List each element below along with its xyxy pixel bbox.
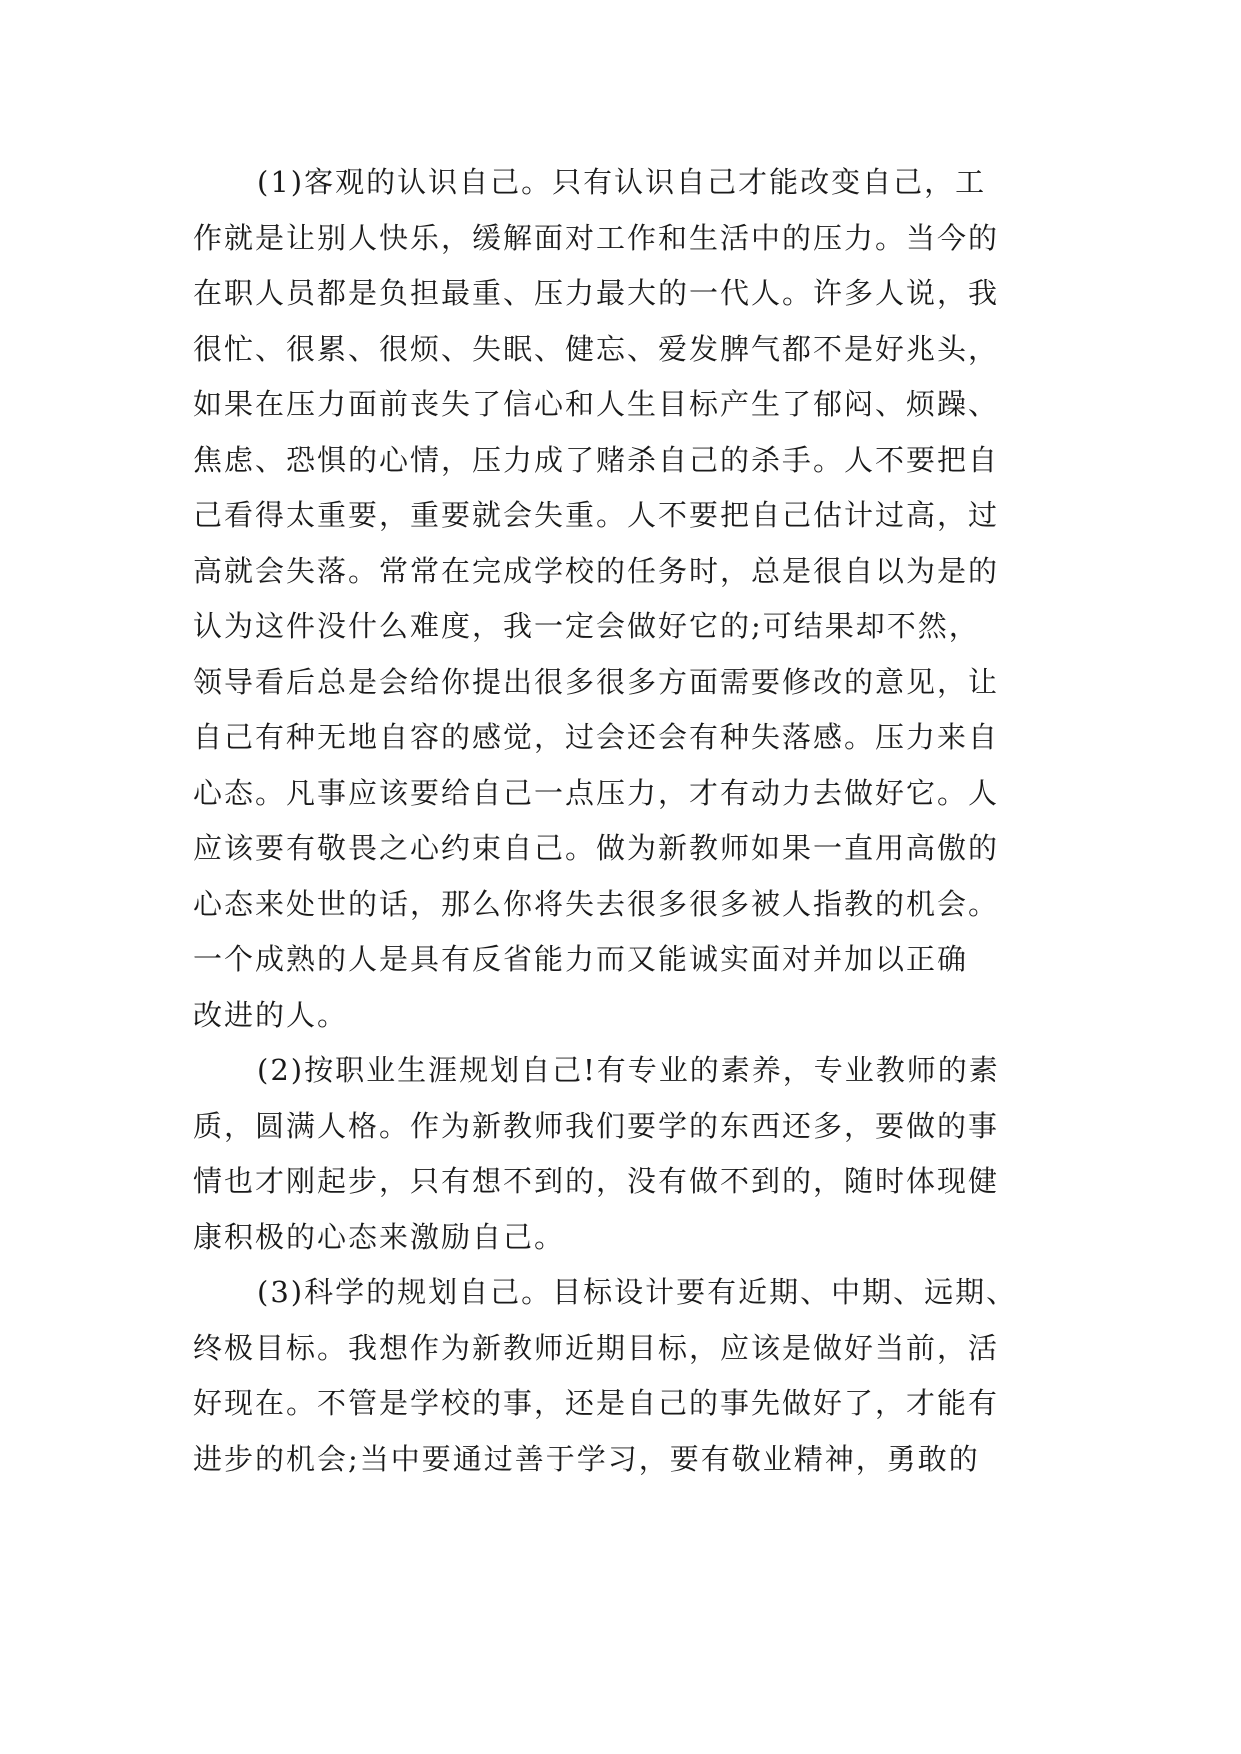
paragraph-line: 焦虑、恐惧的心情，压力成了赌杀自己的杀手。人不要把自 <box>193 442 1000 477</box>
paragraph-line: 自己有种无地自容的感觉，过会还会有种失落感。压力来自 <box>193 720 1000 754</box>
paragraph-line: 心态。凡事应该要给自己一点压力，才有动力去做好它。人 <box>193 775 1000 810</box>
paragraph-line: 认为这件没什么难度，我一定会做好它的;可结果却不然， <box>193 609 980 643</box>
paragraph-line: 一个成熟的人是具有反省能力而又能诚实面对并加以正确 <box>193 942 969 976</box>
paragraph-2 <box>193 1043 1073 1265</box>
paragraph-line: 改进的人。 <box>193 997 349 1032</box>
paragraph-line: 情也才刚起步，只有想不到的，没有做不到的，随时体现健 <box>193 1164 1000 1198</box>
paragraph-line: 好现在。不管是学校的事，还是自己的事先做好了，才能有 <box>193 1386 1000 1420</box>
paragraph-line: 高就会失落。常常在完成学校的任务时，总是很自以为是的 <box>193 553 1000 588</box>
paragraph-line: 己看得太重要，重要就会失重。人不要把自己估计过高，过 <box>193 498 1000 532</box>
paragraph-3 <box>193 1265 1073 1487</box>
paragraph-line: 心态来处世的话，那么你将失去很多很多被人指教的机会。 <box>193 886 1000 921</box>
paragraph-line: 很忙、很累、很烦、失眠、健忘、爱发脾气都不是好兆头， <box>193 331 1000 366</box>
paragraph-line: (1)客观的认识自己。只有认识自己才能改变自己，工 <box>257 165 987 199</box>
paragraph-line: 康积极的心态来激励自己。 <box>193 1219 566 1254</box>
paragraph-line: 领导看后总是会给你提出很多很多方面需要修改的意见，让 <box>193 664 1000 699</box>
paragraph-line: (2)按职业生涯规划自己!有专业的素养，专业教师的素 <box>257 1053 1000 1087</box>
paragraph-1 <box>193 155 1073 1043</box>
paragraph-line: 应该要有敬畏之心约束自己。做为新教师如果一直用高傲的 <box>193 831 1000 865</box>
paragraph-line: 质，圆满人格。作为新教师我们要学的东西还多，要做的事 <box>193 1108 1000 1143</box>
paragraph-line: 作就是让别人快乐，缓解面对工作和生活中的压力。当今的 <box>193 220 1000 255</box>
paragraph-line: 终极目标。我想作为新教师近期目标，应该是做好当前，活 <box>193 1330 1000 1365</box>
paragraph-line: 在职人员都是负担最重、压力最大的一代人。许多人说，我 <box>193 276 1000 310</box>
paragraph-line: 如果在压力面前丧失了信心和人生目标产生了郁闷、烦躁、 <box>193 387 1000 421</box>
document-body <box>193 155 1073 1487</box>
paragraph-line: (3)科学的规划自己。目标设计要有近期、中期、远期、 <box>257 1275 1018 1309</box>
paragraph-line: 进步的机会;当中要通过善于学习，要有敬业精神，勇敢的 <box>193 1441 980 1476</box>
